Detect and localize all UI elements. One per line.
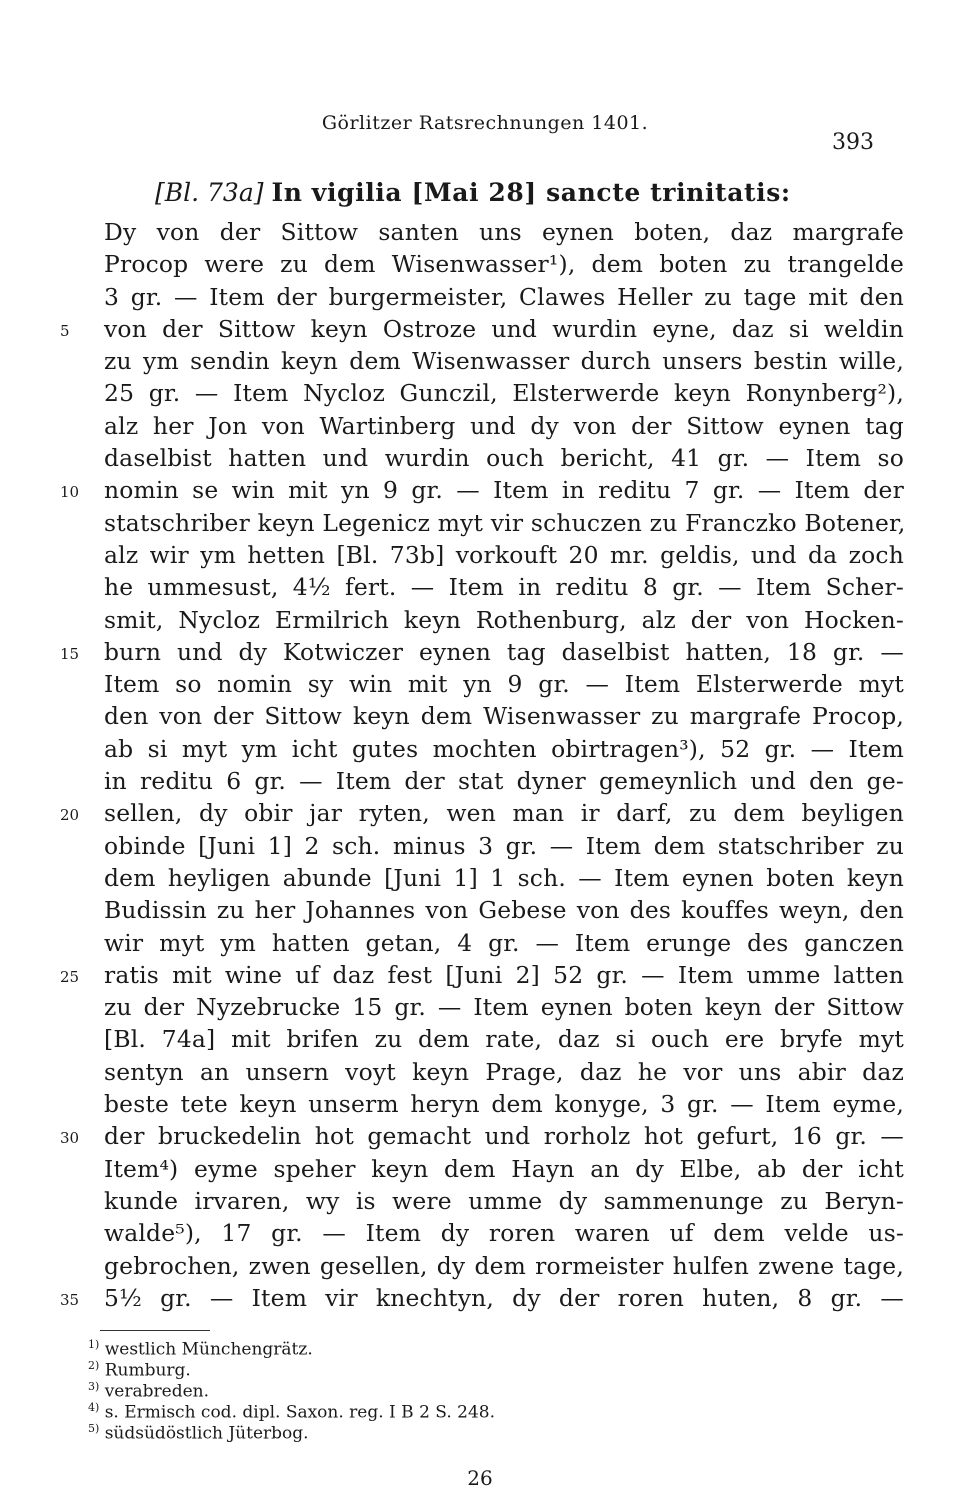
text-line (60, 281, 904, 313)
text-line (60, 927, 904, 959)
line-text: Dy von der Sittow santen uns eynen boten, daz margrafe (104, 218, 904, 246)
line-text: zu ym sendin keyn dem Wisenwasser durch unsers bestin wille, (104, 347, 904, 376)
line-text: burn und dy Kotwiczer eynen tag daselbist hatten, 18 gr. — (104, 637, 904, 666)
line-number: 35 (60, 1290, 80, 1309)
line-text: daselbist hatten und wurdin ouch bericht, 41 gr. — Item so (104, 444, 904, 473)
line-text: Budissin zu her Johannes von Gebese von des kouffes weyn, den (104, 896, 904, 925)
footnote-mark: 4) (88, 1401, 100, 1414)
text-line (60, 959, 904, 991)
text-line (60, 1250, 904, 1282)
line-number: 25 (60, 967, 80, 986)
text-line (60, 636, 904, 668)
text-line (60, 539, 904, 571)
section-title: In vigilia [Mai 28] sancte trinitatis: (271, 178, 791, 207)
line-text: zu der Nyzebrucke 15 gr. — Item eynen boten keyn der Sittow (104, 993, 904, 1022)
text-line (60, 345, 904, 377)
footnote-text: verabreden. (104, 1381, 209, 1402)
text-line (60, 797, 904, 829)
text-line (60, 862, 904, 894)
text-line (60, 765, 904, 797)
line-text: beste tete keyn unserm heryn dem konyge, 3 gr. — Item eyme, (104, 1090, 904, 1119)
line-text: der bruckedelin hot gemacht und rorholz hot gefurt, 16 gr. — (104, 1122, 904, 1151)
text-line (60, 571, 904, 603)
line-number: 15 (60, 644, 80, 663)
text-line (60, 1282, 904, 1314)
line-number: 30 (60, 1129, 80, 1148)
footnotes (88, 1334, 688, 1444)
line-text: in reditu 6 gr. — Item der stat dyner gemeynlich und den ge- (104, 767, 904, 796)
line-number: 10 (60, 483, 80, 502)
text-line (60, 410, 904, 442)
line-text: ab si myt ym icht gutes mochten obirtragen³), 52 gr. — Item (104, 734, 904, 763)
text-line (60, 830, 904, 862)
footnote-text: westlich Münchengrätz. (104, 1339, 313, 1360)
signature-mark: 26 (467, 1466, 493, 1490)
line-text: sentyn an unsern voyt keyn Prage, daz he vor uns abir daz (104, 1057, 904, 1086)
footnote (88, 1334, 688, 1360)
text-line (60, 1056, 904, 1088)
line-text: ratis mit wine uf daz fest [Juni 2] 52 gr. — Item umme latten (104, 960, 904, 989)
footnote (88, 1397, 688, 1423)
text-line (60, 1153, 904, 1185)
footnote-text: s. Ermisch cod. dipl. Saxon. reg. I B 2 S. 248. (104, 1402, 495, 1423)
text-line (60, 1217, 904, 1249)
body-text (60, 216, 906, 1314)
footnote-text: Rumburg. (104, 1360, 191, 1381)
footnote-mark: 5) (88, 1422, 100, 1435)
text-line (60, 700, 904, 732)
line-text: walde⁵), 17 gr. — Item dy roren waren uf dem velde us- (104, 1219, 904, 1248)
text-line (60, 442, 904, 474)
line-text: 5½ gr. — Item vir knechtyn, dy der roren huten, 8 gr. — (104, 1283, 904, 1312)
line-text: 3 gr. — Item der burgermeister, Clawes Heller zu tage mit den (104, 282, 904, 311)
line-text: nomin se win mit yn 9 gr. — Item in reditu 7 gr. — Item der (104, 476, 904, 505)
footnote (88, 1355, 688, 1381)
footnote-mark: 1) (88, 1338, 100, 1351)
text-line (60, 894, 904, 926)
line-text: Item so nomin sy win mit yn 9 gr. — Item Elsterwerde myt (104, 670, 904, 699)
text-line (60, 668, 904, 700)
line-text: [Bl. 74a] mit brifen zu dem rate, daz si ouch ere bryfe myt (104, 1025, 904, 1054)
line-text: alz her Jon von Wartinberg und dy von der Sittow eynen tag (104, 411, 904, 440)
line-text: he ummesust, 4½ fert. — Item in reditu 8 gr. — Item Scher- (104, 573, 904, 602)
text-line (60, 1120, 904, 1152)
line-text: gebrochen, zwen gesellen, dy dem rormeister hulfen zwene tage, (104, 1251, 904, 1280)
footnote-mark: 3) (88, 1380, 100, 1393)
text-line (60, 1088, 904, 1120)
line-text: alz wir ym hetten [Bl. 73b] vorkouft 20 mr. geldis, und da zoch (104, 540, 904, 569)
line-text: von der Sittow keyn Ostroze und wurdin eyne, daz si weldin (104, 314, 904, 343)
footnote-rule (100, 1330, 210, 1331)
text-line (60, 1185, 904, 1217)
line-text: 25 gr. — Item Nycloz Gunczil, Elsterwerde keyn Ronynberg²), (104, 379, 904, 408)
folio-reference: [Bl. 73a] (155, 178, 264, 207)
footnote (88, 1376, 688, 1402)
line-text: dem heyligen abunde [Juni 1] 1 sch. — Item eynen boten keyn (104, 863, 904, 892)
line-text: obinde [Juni 1] 2 sch. minus 3 gr. — Item dem statschriber zu (104, 831, 904, 860)
text-line (60, 991, 904, 1023)
text-line (60, 507, 906, 539)
line-text: smit, Nycloz Ermilrich keyn Rothenburg, alz der von Hocken- (104, 605, 904, 634)
line-text: sellen, dy obir jar ryten, wen man ir darf, zu dem beyligen (104, 799, 904, 828)
line-text: den von der Sittow keyn dem Wisenwasser zu margrafe Procop, (104, 702, 904, 731)
line-text: kunde irvaren, wy is were umme dy sammenunge zu Beryn- (104, 1186, 904, 1215)
line-text: Procop were zu dem Wisenwasser¹), dem boten zu trangelde (104, 250, 904, 279)
text-line (60, 474, 904, 506)
footnote-text: südsüdöstlich Jüterbog. (104, 1423, 309, 1444)
text-line (60, 216, 904, 248)
page-number: 393 (832, 130, 874, 155)
text-line (60, 377, 904, 409)
text-line (60, 248, 904, 280)
line-text: wir myt ym hatten getan, 4 gr. — Item erunge des ganczen (104, 928, 904, 957)
line-number: 20 (60, 806, 80, 825)
text-line (60, 733, 904, 765)
line-number: 5 (60, 321, 70, 340)
running-head: Görlitzer Ratsrechnungen 1401. (321, 112, 649, 134)
text-line (60, 604, 904, 636)
text-line (60, 313, 904, 345)
text-line (60, 1023, 904, 1055)
footnote-mark: 2) (88, 1359, 100, 1372)
line-text: statschriber keyn Legenicz myt vir schuczen zu Franczko Botener, (104, 508, 906, 537)
line-text: Item⁴) eyme speher keyn dem Hayn an dy Elbe, ab der icht (104, 1154, 904, 1183)
section-heading (155, 178, 875, 207)
